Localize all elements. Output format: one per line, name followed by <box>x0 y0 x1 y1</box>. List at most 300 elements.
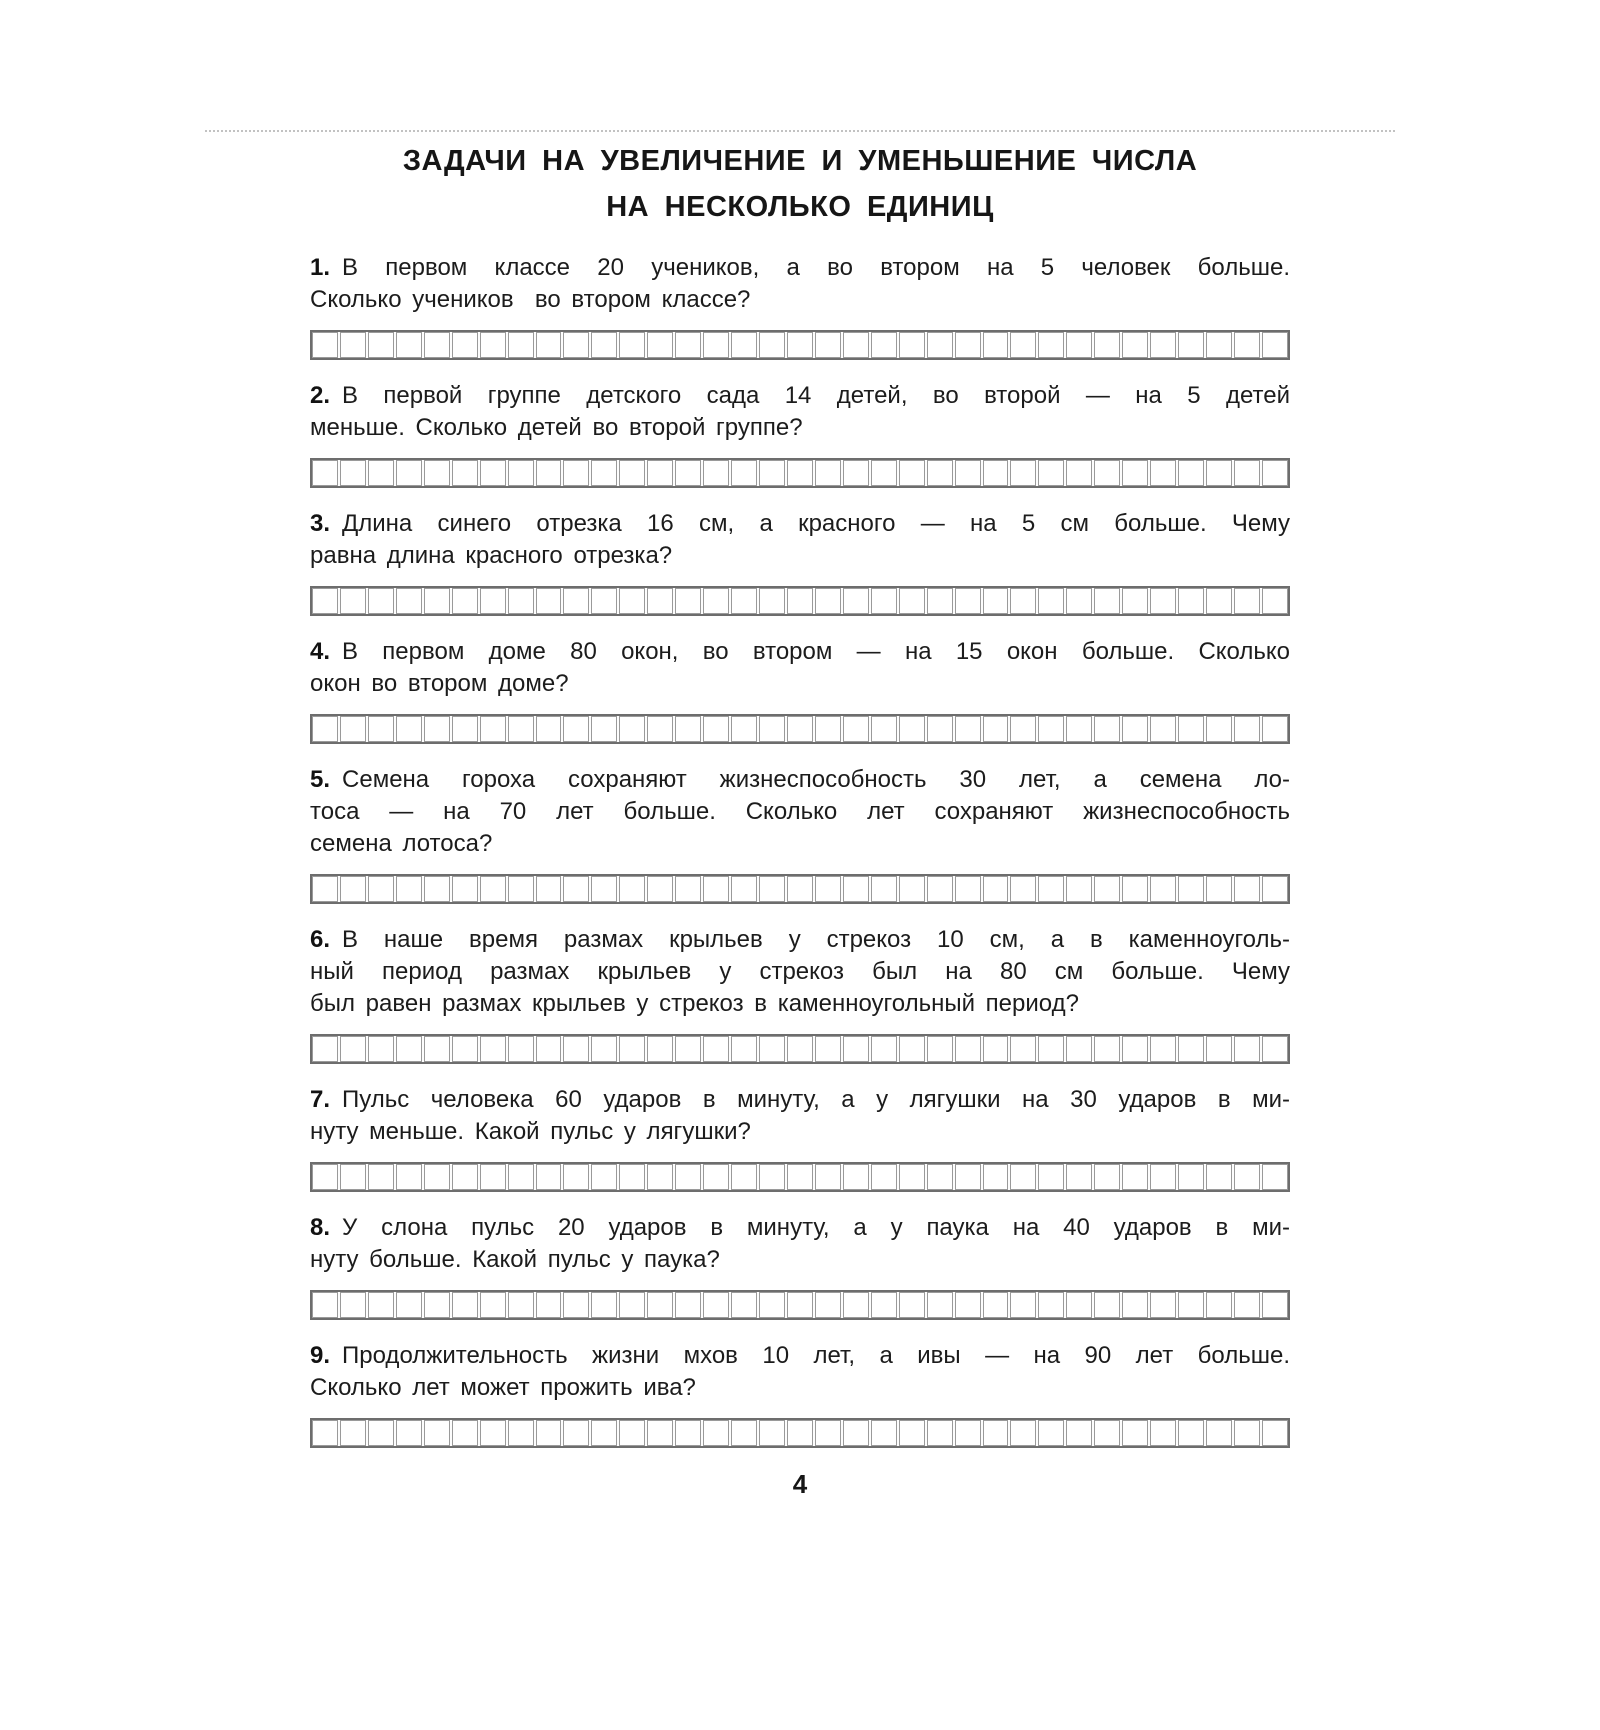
answer-cell[interactable] <box>536 1164 562 1190</box>
answer-cell[interactable] <box>1206 1164 1232 1190</box>
answer-cell[interactable] <box>536 588 562 614</box>
answer-cell[interactable] <box>1150 1036 1176 1062</box>
answer-cell[interactable] <box>536 460 562 486</box>
answer-cell[interactable] <box>591 460 617 486</box>
answer-cell[interactable] <box>1066 1292 1092 1318</box>
answer-cell[interactable] <box>619 588 645 614</box>
answer-cell[interactable] <box>1066 716 1092 742</box>
answer-cell[interactable] <box>675 1164 701 1190</box>
answer-cell[interactable] <box>955 332 981 358</box>
answer-cell[interactable] <box>591 1420 617 1446</box>
answer-cell[interactable] <box>1150 332 1176 358</box>
answer-cell[interactable] <box>955 1036 981 1062</box>
answer-cell[interactable] <box>1206 588 1232 614</box>
answer-cell[interactable] <box>368 460 394 486</box>
answer-grid-2[interactable] <box>310 458 1290 488</box>
answer-cell[interactable] <box>955 876 981 902</box>
answer-cell[interactable] <box>787 1420 813 1446</box>
answer-cell[interactable] <box>368 588 394 614</box>
answer-cell[interactable] <box>647 460 673 486</box>
answer-cell[interactable] <box>843 876 869 902</box>
answer-cell[interactable] <box>1234 1164 1260 1190</box>
answer-cell[interactable] <box>1066 1164 1092 1190</box>
answer-cell[interactable] <box>647 1036 673 1062</box>
answer-cell[interactable] <box>424 1164 450 1190</box>
answer-cell[interactable] <box>1178 876 1204 902</box>
answer-cell[interactable] <box>1066 876 1092 902</box>
answer-cell[interactable] <box>675 876 701 902</box>
answer-cell[interactable] <box>591 1164 617 1190</box>
answer-cell[interactable] <box>619 716 645 742</box>
answer-cell[interactable] <box>955 1292 981 1318</box>
answer-cell[interactable] <box>927 460 953 486</box>
answer-cell[interactable] <box>1150 716 1176 742</box>
answer-cell[interactable] <box>815 332 841 358</box>
answer-cell[interactable] <box>675 460 701 486</box>
answer-cell[interactable] <box>1178 588 1204 614</box>
answer-cell[interactable] <box>759 1164 785 1190</box>
answer-cell[interactable] <box>619 460 645 486</box>
answer-cell[interactable] <box>647 332 673 358</box>
answer-cell[interactable] <box>899 716 925 742</box>
answer-cell[interactable] <box>1038 332 1064 358</box>
answer-cell[interactable] <box>452 1036 478 1062</box>
answer-cell[interactable] <box>815 716 841 742</box>
answer-cell[interactable] <box>424 716 450 742</box>
answer-cell[interactable] <box>871 1036 897 1062</box>
answer-cell[interactable] <box>536 716 562 742</box>
answer-cell[interactable] <box>703 1292 729 1318</box>
answer-cell[interactable] <box>899 1420 925 1446</box>
answer-cell[interactable] <box>480 1164 506 1190</box>
answer-cell[interactable] <box>1150 1292 1176 1318</box>
answer-cell[interactable] <box>619 1164 645 1190</box>
answer-cell[interactable] <box>843 588 869 614</box>
answer-cell[interactable] <box>815 876 841 902</box>
answer-cell[interactable] <box>955 716 981 742</box>
answer-cell[interactable] <box>563 1292 589 1318</box>
answer-cell[interactable] <box>731 716 757 742</box>
answer-cell[interactable] <box>759 1420 785 1446</box>
answer-cell[interactable] <box>871 1292 897 1318</box>
answer-cell[interactable] <box>1094 460 1120 486</box>
answer-cell[interactable] <box>1178 332 1204 358</box>
answer-cell[interactable] <box>1038 1164 1064 1190</box>
answer-cell[interactable] <box>927 588 953 614</box>
answer-cell[interactable] <box>1206 716 1232 742</box>
answer-cell[interactable] <box>1234 332 1260 358</box>
answer-cell[interactable] <box>536 1036 562 1062</box>
answer-cell[interactable] <box>1010 716 1036 742</box>
answer-cell[interactable] <box>1178 460 1204 486</box>
answer-cell[interactable] <box>1150 460 1176 486</box>
answer-cell[interactable] <box>591 1036 617 1062</box>
answer-cell[interactable] <box>619 876 645 902</box>
answer-cell[interactable] <box>1066 1036 1092 1062</box>
answer-cell[interactable] <box>396 460 422 486</box>
answer-cell[interactable] <box>368 332 394 358</box>
answer-cell[interactable] <box>1206 1036 1232 1062</box>
answer-cell[interactable] <box>703 588 729 614</box>
answer-cell[interactable] <box>1206 1420 1232 1446</box>
answer-cell[interactable] <box>927 332 953 358</box>
answer-cell[interactable] <box>1010 1164 1036 1190</box>
answer-cell[interactable] <box>1178 1292 1204 1318</box>
answer-cell[interactable] <box>1038 588 1064 614</box>
answer-cell[interactable] <box>1262 588 1288 614</box>
answer-cell[interactable] <box>368 716 394 742</box>
answer-cell[interactable] <box>731 1036 757 1062</box>
answer-cell[interactable] <box>452 716 478 742</box>
answer-cell[interactable] <box>675 332 701 358</box>
answer-cell[interactable] <box>1262 1292 1288 1318</box>
answer-cell[interactable] <box>675 588 701 614</box>
answer-cell[interactable] <box>1094 876 1120 902</box>
answer-cell[interactable] <box>312 876 338 902</box>
answer-cell[interactable] <box>703 876 729 902</box>
answer-cell[interactable] <box>1038 876 1064 902</box>
answer-cell[interactable] <box>1262 716 1288 742</box>
answer-cell[interactable] <box>1066 332 1092 358</box>
answer-grid-4[interactable] <box>310 714 1290 744</box>
answer-cell[interactable] <box>955 588 981 614</box>
answer-cell[interactable] <box>1234 1036 1260 1062</box>
answer-cell[interactable] <box>1262 460 1288 486</box>
answer-cell[interactable] <box>647 588 673 614</box>
answer-cell[interactable] <box>1010 1420 1036 1446</box>
answer-cell[interactable] <box>1234 876 1260 902</box>
answer-cell[interactable] <box>312 1164 338 1190</box>
answer-cell[interactable] <box>508 332 534 358</box>
answer-cell[interactable] <box>424 1036 450 1062</box>
answer-cell[interactable] <box>591 332 617 358</box>
answer-cell[interactable] <box>424 876 450 902</box>
answer-cell[interactable] <box>396 876 422 902</box>
answer-cell[interactable] <box>1150 1164 1176 1190</box>
answer-cell[interactable] <box>396 1292 422 1318</box>
answer-cell[interactable] <box>927 876 953 902</box>
answer-grid-6[interactable] <box>310 1034 1290 1064</box>
answer-cell[interactable] <box>312 332 338 358</box>
answer-cell[interactable] <box>1234 716 1260 742</box>
answer-cell[interactable] <box>787 588 813 614</box>
answer-cell[interactable] <box>983 1164 1009 1190</box>
answer-cell[interactable] <box>1178 1420 1204 1446</box>
answer-cell[interactable] <box>312 1036 338 1062</box>
answer-cell[interactable] <box>759 1036 785 1062</box>
answer-cell[interactable] <box>396 716 422 742</box>
answer-cell[interactable] <box>1122 460 1148 486</box>
answer-cell[interactable] <box>340 1420 366 1446</box>
answer-cell[interactable] <box>340 1292 366 1318</box>
answer-grid-7[interactable] <box>310 1162 1290 1192</box>
answer-cell[interactable] <box>480 876 506 902</box>
answer-cell[interactable] <box>731 1420 757 1446</box>
answer-cell[interactable] <box>340 588 366 614</box>
answer-cell[interactable] <box>1178 716 1204 742</box>
answer-cell[interactable] <box>591 876 617 902</box>
answer-cell[interactable] <box>340 332 366 358</box>
answer-cell[interactable] <box>536 1420 562 1446</box>
answer-cell[interactable] <box>508 876 534 902</box>
answer-cell[interactable] <box>508 1420 534 1446</box>
answer-cell[interactable] <box>871 716 897 742</box>
answer-cell[interactable] <box>480 332 506 358</box>
answer-cell[interactable] <box>1066 1420 1092 1446</box>
answer-cell[interactable] <box>703 1036 729 1062</box>
answer-cell[interactable] <box>340 1036 366 1062</box>
answer-cell[interactable] <box>312 1420 338 1446</box>
answer-cell[interactable] <box>619 1292 645 1318</box>
answer-cell[interactable] <box>899 588 925 614</box>
answer-cell[interactable] <box>703 1164 729 1190</box>
answer-grid-8[interactable] <box>310 1290 1290 1320</box>
answer-cell[interactable] <box>340 460 366 486</box>
answer-cell[interactable] <box>508 1292 534 1318</box>
answer-cell[interactable] <box>368 1420 394 1446</box>
answer-cell[interactable] <box>480 716 506 742</box>
answer-cell[interactable] <box>536 332 562 358</box>
answer-cell[interactable] <box>787 716 813 742</box>
answer-cell[interactable] <box>619 1036 645 1062</box>
answer-cell[interactable] <box>647 716 673 742</box>
answer-cell[interactable] <box>787 1292 813 1318</box>
answer-cell[interactable] <box>703 332 729 358</box>
answer-cell[interactable] <box>675 716 701 742</box>
answer-cell[interactable] <box>480 460 506 486</box>
answer-cell[interactable] <box>396 1164 422 1190</box>
answer-cell[interactable] <box>424 588 450 614</box>
answer-cell[interactable] <box>1122 1036 1148 1062</box>
answer-cell[interactable] <box>927 1420 953 1446</box>
answer-cell[interactable] <box>815 1164 841 1190</box>
answer-cell[interactable] <box>927 1164 953 1190</box>
answer-cell[interactable] <box>591 716 617 742</box>
answer-cell[interactable] <box>1094 1420 1120 1446</box>
answer-cell[interactable] <box>815 1036 841 1062</box>
answer-cell[interactable] <box>647 876 673 902</box>
answer-cell[interactable] <box>927 1292 953 1318</box>
answer-cell[interactable] <box>563 332 589 358</box>
answer-cell[interactable] <box>1234 588 1260 614</box>
answer-cell[interactable] <box>899 876 925 902</box>
answer-cell[interactable] <box>787 1164 813 1190</box>
answer-cell[interactable] <box>731 588 757 614</box>
answer-cell[interactable] <box>1122 588 1148 614</box>
answer-cell[interactable] <box>1066 588 1092 614</box>
answer-cell[interactable] <box>983 1292 1009 1318</box>
answer-cell[interactable] <box>675 1036 701 1062</box>
answer-cell[interactable] <box>787 332 813 358</box>
answer-cell[interactable] <box>368 876 394 902</box>
answer-cell[interactable] <box>1122 1164 1148 1190</box>
answer-cell[interactable] <box>1094 1292 1120 1318</box>
answer-cell[interactable] <box>843 1292 869 1318</box>
answer-cell[interactable] <box>871 876 897 902</box>
answer-cell[interactable] <box>843 1420 869 1446</box>
answer-cell[interactable] <box>563 1420 589 1446</box>
answer-cell[interactable] <box>1262 332 1288 358</box>
answer-cell[interactable] <box>759 460 785 486</box>
answer-cell[interactable] <box>871 1420 897 1446</box>
answer-cell[interactable] <box>1038 716 1064 742</box>
answer-cell[interactable] <box>396 1420 422 1446</box>
answer-cell[interactable] <box>563 1164 589 1190</box>
answer-cell[interactable] <box>1234 1420 1260 1446</box>
answer-cell[interactable] <box>983 716 1009 742</box>
answer-cell[interactable] <box>508 1036 534 1062</box>
answer-cell[interactable] <box>983 332 1009 358</box>
answer-cell[interactable] <box>899 460 925 486</box>
answer-cell[interactable] <box>927 716 953 742</box>
answer-cell[interactable] <box>1094 1164 1120 1190</box>
answer-cell[interactable] <box>1066 460 1092 486</box>
answer-cell[interactable] <box>787 460 813 486</box>
answer-cell[interactable] <box>1150 876 1176 902</box>
answer-cell[interactable] <box>731 460 757 486</box>
answer-cell[interactable] <box>703 1420 729 1446</box>
answer-cell[interactable] <box>1122 876 1148 902</box>
answer-cell[interactable] <box>508 460 534 486</box>
answer-cell[interactable] <box>647 1420 673 1446</box>
answer-cell[interactable] <box>536 1292 562 1318</box>
answer-cell[interactable] <box>368 1036 394 1062</box>
answer-cell[interactable] <box>1010 1036 1036 1062</box>
answer-cell[interactable] <box>396 332 422 358</box>
answer-cell[interactable] <box>312 1292 338 1318</box>
answer-cell[interactable] <box>1122 1292 1148 1318</box>
answer-cell[interactable] <box>1122 1420 1148 1446</box>
answer-cell[interactable] <box>983 1420 1009 1446</box>
answer-cell[interactable] <box>424 1420 450 1446</box>
answer-cell[interactable] <box>1122 332 1148 358</box>
answer-cell[interactable] <box>1206 876 1232 902</box>
answer-cell[interactable] <box>1010 588 1036 614</box>
answer-cell[interactable] <box>452 332 478 358</box>
answer-cell[interactable] <box>1262 876 1288 902</box>
answer-cell[interactable] <box>452 588 478 614</box>
answer-cell[interactable] <box>871 1164 897 1190</box>
answer-cell[interactable] <box>927 1036 953 1062</box>
answer-grid-5[interactable] <box>310 874 1290 904</box>
answer-cell[interactable] <box>815 588 841 614</box>
answer-cell[interactable] <box>480 1036 506 1062</box>
answer-cell[interactable] <box>508 1164 534 1190</box>
answer-cell[interactable] <box>731 1292 757 1318</box>
answer-cell[interactable] <box>368 1292 394 1318</box>
answer-cell[interactable] <box>787 1036 813 1062</box>
answer-cell[interactable] <box>1150 1420 1176 1446</box>
answer-cell[interactable] <box>563 876 589 902</box>
answer-cell[interactable] <box>563 588 589 614</box>
answer-cell[interactable] <box>1094 716 1120 742</box>
answer-cell[interactable] <box>759 332 785 358</box>
answer-cell[interactable] <box>1010 876 1036 902</box>
answer-cell[interactable] <box>815 1420 841 1446</box>
answer-cell[interactable] <box>452 1164 478 1190</box>
answer-cell[interactable] <box>983 876 1009 902</box>
answer-cell[interactable] <box>843 716 869 742</box>
answer-cell[interactable] <box>368 1164 394 1190</box>
answer-grid-3[interactable] <box>310 586 1290 616</box>
answer-cell[interactable] <box>871 332 897 358</box>
answer-cell[interactable] <box>675 1420 701 1446</box>
answer-cell[interactable] <box>452 876 478 902</box>
answer-cell[interactable] <box>312 588 338 614</box>
answer-cell[interactable] <box>1010 460 1036 486</box>
answer-grid-1[interactable] <box>310 330 1290 360</box>
answer-cell[interactable] <box>508 716 534 742</box>
answer-cell[interactable] <box>591 588 617 614</box>
answer-cell[interactable] <box>1094 1036 1120 1062</box>
answer-cell[interactable] <box>899 332 925 358</box>
answer-cell[interactable] <box>452 1292 478 1318</box>
answer-cell[interactable] <box>591 1292 617 1318</box>
answer-cell[interactable] <box>955 1420 981 1446</box>
answer-cell[interactable] <box>1122 716 1148 742</box>
answer-cell[interactable] <box>759 588 785 614</box>
answer-cell[interactable] <box>1038 1420 1064 1446</box>
answer-cell[interactable] <box>480 588 506 614</box>
answer-cell[interactable] <box>703 460 729 486</box>
answer-cell[interactable] <box>647 1164 673 1190</box>
answer-cell[interactable] <box>899 1164 925 1190</box>
answer-cell[interactable] <box>983 1036 1009 1062</box>
answer-cell[interactable] <box>563 1036 589 1062</box>
answer-cell[interactable] <box>899 1036 925 1062</box>
answer-cell[interactable] <box>815 460 841 486</box>
answer-cell[interactable] <box>619 332 645 358</box>
answer-cell[interactable] <box>312 460 338 486</box>
answer-cell[interactable] <box>340 716 366 742</box>
answer-cell[interactable] <box>1206 1292 1232 1318</box>
answer-cell[interactable] <box>1010 1292 1036 1318</box>
answer-cell[interactable] <box>1234 460 1260 486</box>
answer-cell[interactable] <box>731 876 757 902</box>
answer-cell[interactable] <box>955 460 981 486</box>
answer-cell[interactable] <box>815 1292 841 1318</box>
answer-cell[interactable] <box>1150 588 1176 614</box>
answer-cell[interactable] <box>759 876 785 902</box>
answer-cell[interactable] <box>983 588 1009 614</box>
answer-grid-9[interactable] <box>310 1418 1290 1448</box>
answer-cell[interactable] <box>1206 332 1232 358</box>
answer-cell[interactable] <box>563 716 589 742</box>
answer-cell[interactable] <box>480 1420 506 1446</box>
answer-cell[interactable] <box>675 1292 701 1318</box>
answer-cell[interactable] <box>983 460 1009 486</box>
answer-cell[interactable] <box>340 1164 366 1190</box>
answer-cell[interactable] <box>563 460 589 486</box>
answer-cell[interactable] <box>1262 1164 1288 1190</box>
answer-cell[interactable] <box>1094 588 1120 614</box>
answer-cell[interactable] <box>536 876 562 902</box>
answer-cell[interactable] <box>1094 332 1120 358</box>
answer-cell[interactable] <box>1206 460 1232 486</box>
answer-cell[interactable] <box>1178 1164 1204 1190</box>
answer-cell[interactable] <box>424 1292 450 1318</box>
answer-cell[interactable] <box>396 588 422 614</box>
answer-cell[interactable] <box>312 716 338 742</box>
answer-cell[interactable] <box>787 876 813 902</box>
answer-cell[interactable] <box>731 1164 757 1190</box>
answer-cell[interactable] <box>424 460 450 486</box>
answer-cell[interactable] <box>871 588 897 614</box>
answer-cell[interactable] <box>1038 1036 1064 1062</box>
answer-cell[interactable] <box>703 716 729 742</box>
answer-cell[interactable] <box>480 1292 506 1318</box>
answer-cell[interactable] <box>955 1164 981 1190</box>
